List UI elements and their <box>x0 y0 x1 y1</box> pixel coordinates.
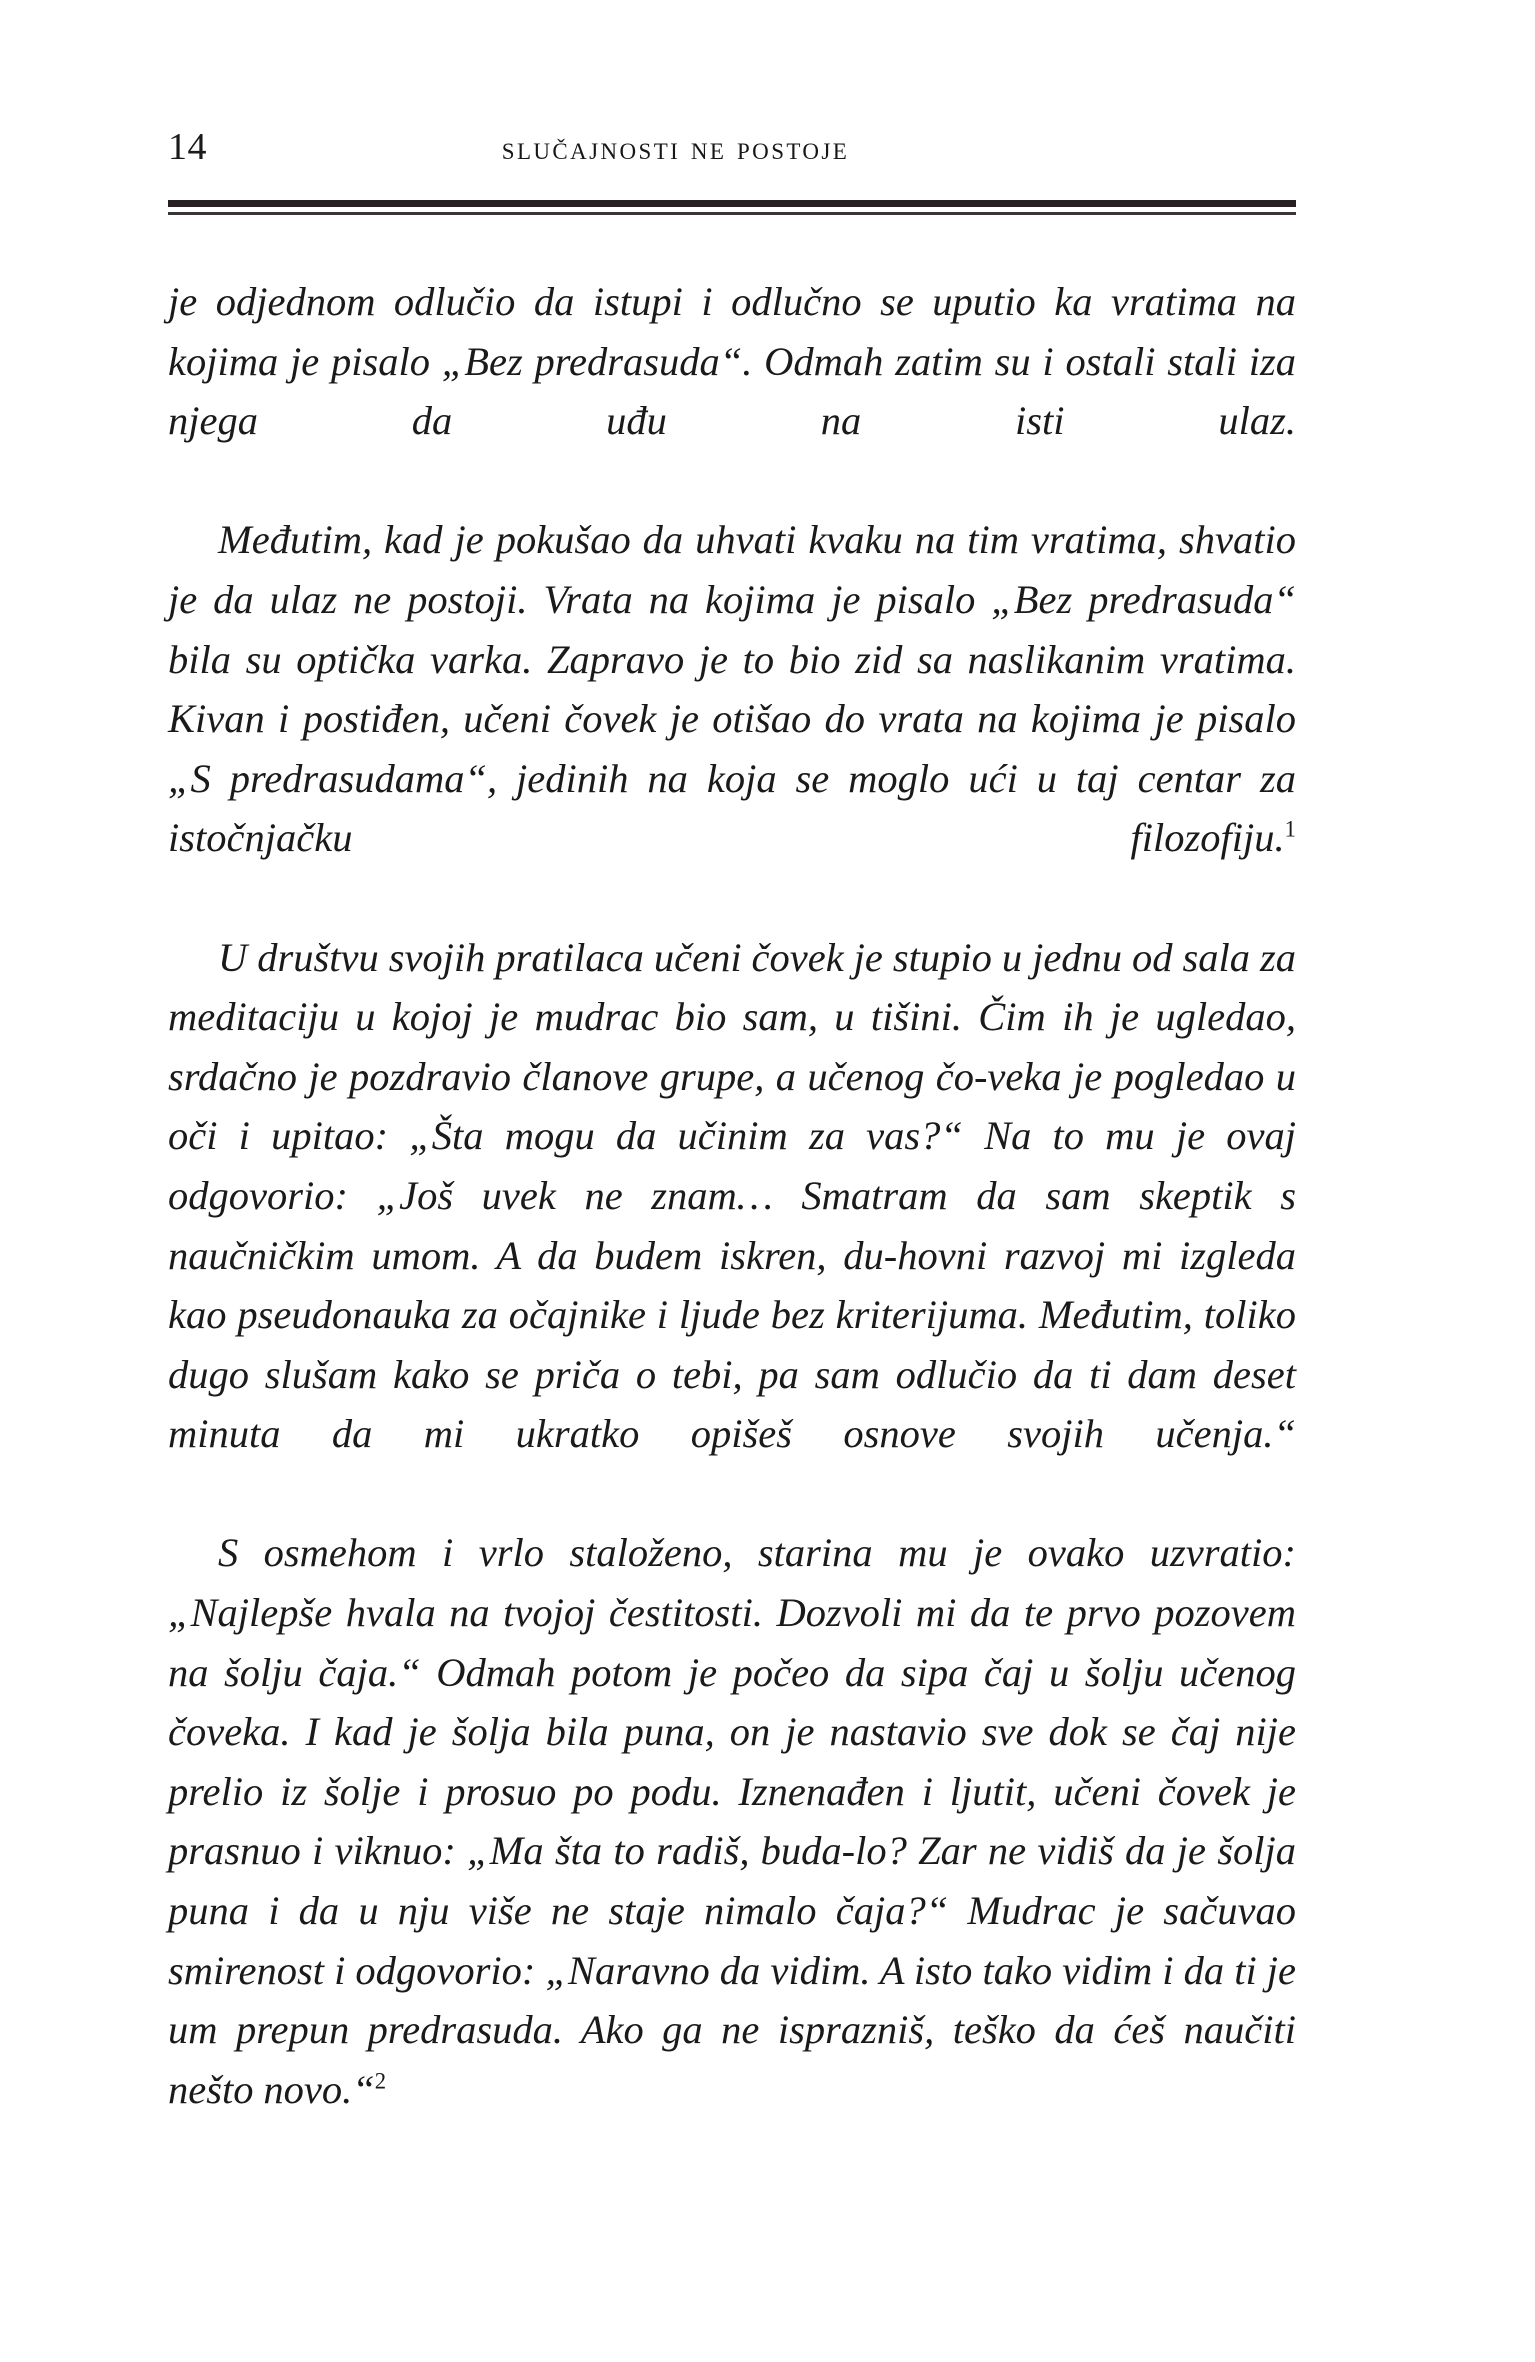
paragraph-p4: S osmehom i vrlo staloženo, starina mu je ovako uzvratio: „Najlepše hvala na tvojoj čestitosti. Dozvoli mi da te prvo pozovem na šolju čaja.“ Odmah potom je počeo da sipa čaj u šolju učenog čoveka. I kad je šolja bila puna, on je nastavio sve dok se čaj nije prelio iz šolje i prosuo po podu. Iznenađen i ljutit, učeni čovek je prasnuo i viknuo: „Ma šta to radiš, buda-lo? Zar ne vidiš da je šolja puna i da u nju više ne staje nimalo čaja?“ Mudrac je sačuvao smirenost i odgovorio: „Naravno da vidim. A isto tako vidim i da ti je um prepun predrasuda. Ako ga ne isprazniš, teško da ćeš naučiti nešto novo.“$^2$ <box>168 1530 1296 2112</box>
header-double-rule <box>168 200 1296 215</box>
paragraph-p1: je odjednom odlučio da istupi i odlučno se uputio ka vratima na kojima je pisalo „Bez predrasuda“. Odmah zatim su i ostali stali iza njega da uđu na isti ulaz. <box>168 279 1296 444</box>
rule-thin <box>168 212 1296 215</box>
footnote-ref-2[interactable]: 2 <box>374 2068 387 2094</box>
rule-thick <box>168 200 1296 207</box>
footnote-ref-1[interactable]: 1 <box>1284 816 1296 842</box>
paragraph-p3: U društvu svojih pratilaca učeni čovek je stupio u jednu od sala za meditaciju u kojoj je mudrac bio sam, u tišini. Čim ih je ugledao, srdačno je pozdravio članove grupe, a učenog čo-veka je pogledao u oči i upitao: „Šta mogu da učinim za vas?“ Na to mu je ovaj odgovorio: „Još uvek ne znam… Smatram da sam skeptik s naučničkim umom. A da budem iskren, du-hovni razvoj mi izgleda kao pseudonauka za očajnike i ljude bez kriterijuma. Međutim, toliko dugo slušam kako se priča o tebi, pa sam odlučio da ti dam deset minuta da mi ukratko opišeš osnove svojih učenja.“ <box>168 934 1296 1457</box>
running-title: slučajnosti ne postoje <box>501 131 850 167</box>
running-head <box>168 128 1294 180</box>
paragraph-p2: Međutim, kad je pokušao da uhvati kvaku na tim vratima, shvatio je da ulaz ne postoji. Vrata na kojima je pisalo „Bez predrasuda“ bila su optička varka. Zapravo je to bio zid sa naslikanim vratima. Kivan i postiđen, učeni čovek je otišao do vrata na kojima je pisalo „S predrasudama“, jedinih na koja se moglo ući u taj centar za istočnjačku filozofiju.$^1$ <box>168 517 1296 861</box>
page-number: 14 <box>168 126 207 168</box>
body-text-block <box>168 272 1296 2119</box>
